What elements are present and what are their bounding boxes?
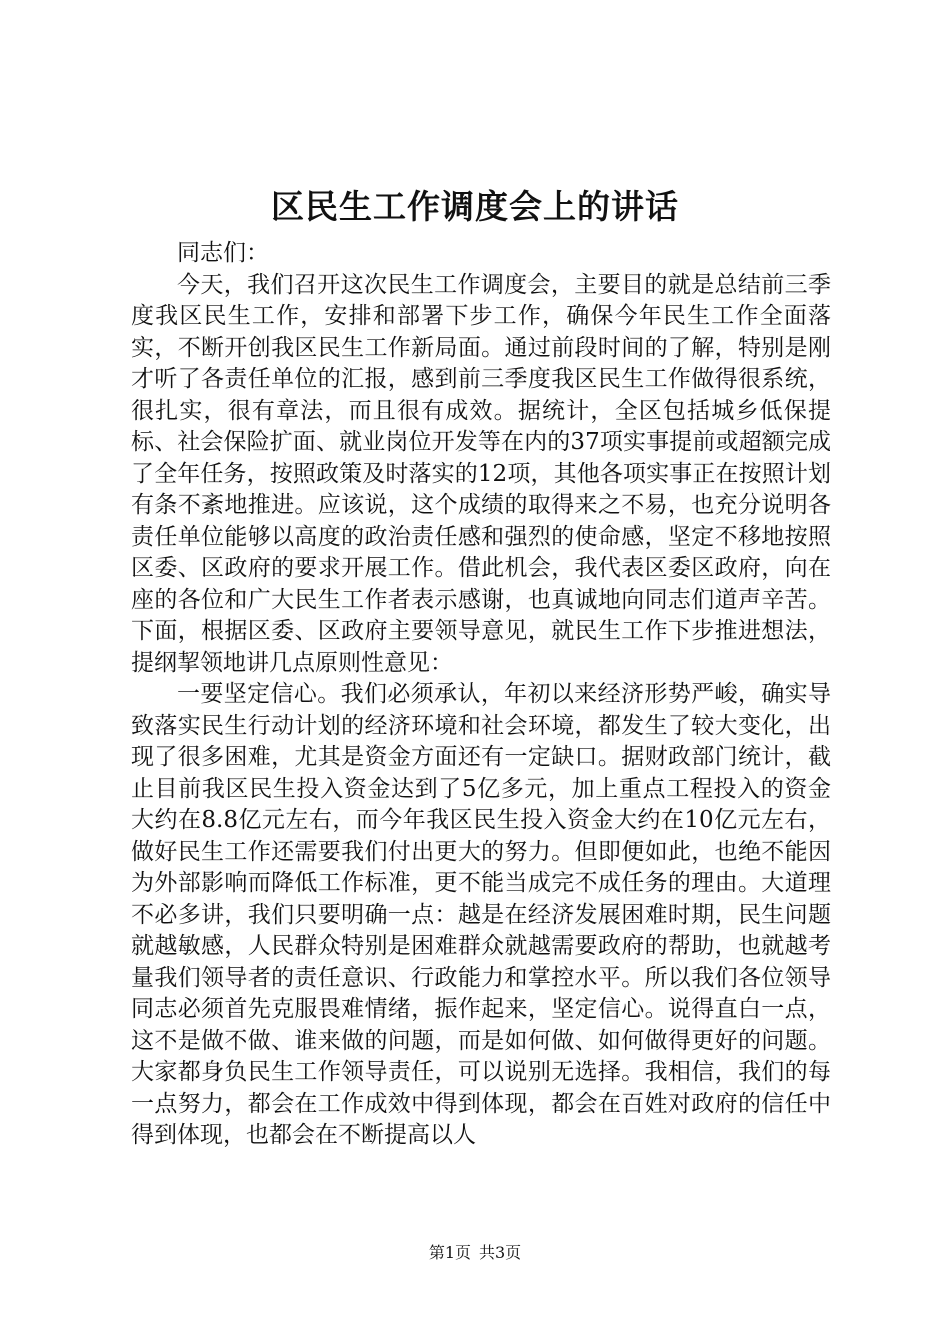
page-number: 第1页 (428, 1243, 471, 1262)
body-paragraph: 一要坚定信心。我们必须承认，年初以来经济形势严峻，确实导致落实民生行动计划的经济环境和社会环境，都发生了较大变化，出现了很多困难，尤其是资金方面还有一定缺口。据财政部门统计，截止目前我区民生投入资金达到了5亿多元，加上重点工程投入的资金大约在8.8亿元左右，而今年我区民生投入资金大约在10亿元左右，做好民生工作还需要我们付出更大的努力。但即便如此，也绝不能因为外部影响而降低工作标准，更不能当成完不成任务的理由。大道理不必多讲，我们只要明确一点：越是在经济发展困难时期，民生问题就越敏感，人民群众特别是困难群众就越需要政府的帮助，也就越考量我们领导者的责任意识、行政能力和掌控水平。所以我们各位领导同志必须首先克服畏难情绪，振作起来，坚定信心。说得直白一点，这不是做不做、谁来做的问题，而是如何做、如何做得更好的问题。大家都身负民生工作领导责任，可以说别无选择。我相信，我们的每一点努力，都会在工作成效中得到体现，都会在百姓对政府的信任中得到体现，也都会在不断提高以人 (131, 681, 831, 1148)
page-footer (0, 1241, 950, 1265)
body-paragraph: 今天，我们召开这次民生工作调度会，主要目的就是总结前三季度我区民生工作，安排和部署下步工作，确保今年民生工作全面落实，不断开创我区民生工作新局面。通过前段时间的了解，特别是刚才听了各责任单位的汇报，感到前三季度我区民生工作做得很系统，很扎实，很有章法，而且很有成效。据统计，全区包括城乡低保提标、社会保险扩面、就业岗位开发等在内的37项实事提前或超额完成了全年任务，按照政策及时落实的12项，其他各项实事正在按照计划有条不紊地推进。应该说，这个成绩的取得来之不易，也充分说明各责任单位能够以高度的政治责任感和强烈的使命感，坚定不移地按照区委、区政府的要求开展工作。借此机会，我代表区委区政府，向在座的各位和广大民生工作者表示感谢，也真诚地向同志们道声辛苦。下面，根据区委、区政府主要领导意见，就民生工作下步推进想法，提纲挈领地讲几点原则性意见： (131, 271, 831, 676)
salutation-paragraph: 同志们： (177, 240, 269, 266)
document-title: 区民生工作调度会上的讲话 (271, 187, 679, 226)
page-count: 共3页 (479, 1243, 522, 1262)
document-body (131, 238, 831, 1152)
